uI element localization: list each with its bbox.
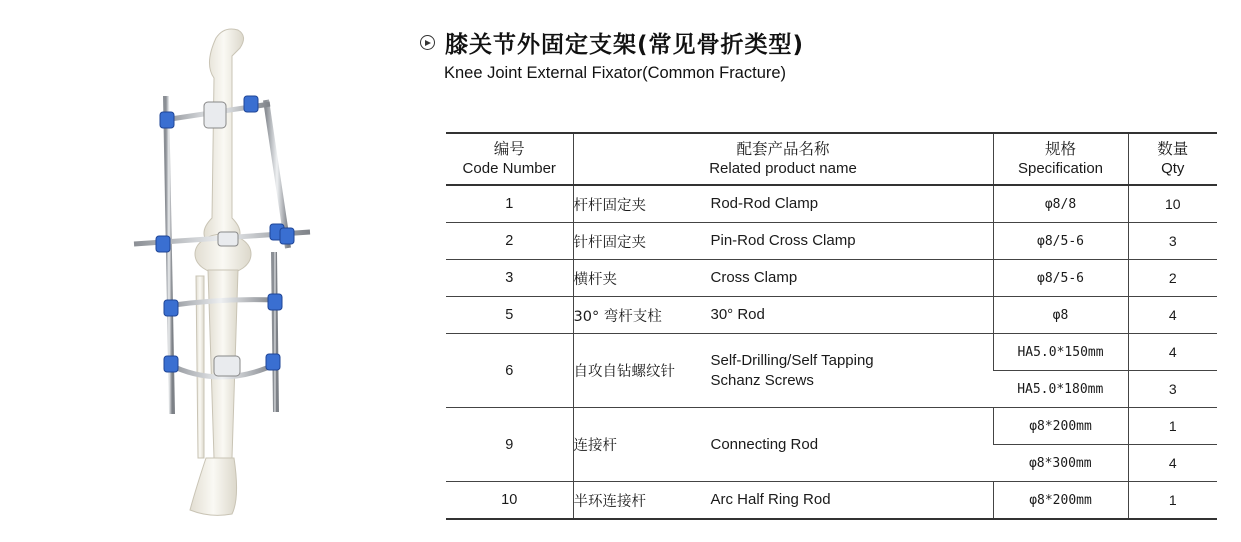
header-code <box>446 133 573 185</box>
cell-code: 1 <box>446 185 573 223</box>
name-cn: 30° 弯杆支柱 <box>573 308 662 325</box>
table-row <box>446 260 1217 297</box>
name-en: 30° Rod <box>710 306 765 323</box>
cell-spec: φ8 <box>993 297 1128 334</box>
name-cn: 半环连接杆 <box>573 493 646 510</box>
page-title: 膝关节外固定支架(常见骨折类型) <box>445 32 805 58</box>
cell-code: 3 <box>446 260 573 297</box>
cell-qty: 1 <box>1128 408 1217 445</box>
cell-name <box>573 185 993 223</box>
title-row <box>420 26 804 59</box>
cell-spec: φ8/5-6 <box>993 260 1128 297</box>
cell-code: 10 <box>446 482 573 520</box>
table-header-row <box>446 133 1217 185</box>
circle-arrow-icon <box>420 35 435 50</box>
table-row <box>446 297 1217 334</box>
name-en: Pin-Rod Cross Clamp <box>710 232 856 249</box>
cell-qty: 4 <box>1128 297 1217 334</box>
header-spec-cn: 规格 <box>1044 140 1076 158</box>
name-en: Connecting Rod <box>710 435 819 453</box>
cell-spec: φ8*200mm <box>993 408 1128 445</box>
name-en: Arc Half Ring Rod <box>710 491 831 508</box>
cell-spec: HA5.0*150mm <box>993 334 1128 371</box>
cell-spec: φ8/8 <box>993 185 1128 223</box>
cell-spec: φ8/5-6 <box>993 223 1128 260</box>
cell-qty: 1 <box>1128 482 1217 520</box>
table-row <box>446 334 1217 371</box>
cell-name <box>573 297 993 334</box>
cell-code: 5 <box>446 297 573 334</box>
header-name-en: Related product name <box>709 160 857 177</box>
name-en: Cross Clamp <box>710 269 798 286</box>
cell-qty: 4 <box>1128 445 1217 482</box>
name-cn: 连接杆 <box>573 438 617 454</box>
knee-fixator-illustration <box>120 18 340 528</box>
cell-qty: 3 <box>1128 371 1217 408</box>
cell-qty: 10 <box>1128 185 1217 223</box>
header-qty-en: Qty <box>1161 160 1185 177</box>
header-spec-en: Specification <box>1017 160 1104 177</box>
header-code-cn: 编号 <box>493 140 525 158</box>
cell-name <box>573 260 993 297</box>
name-cn: 自攻自钻螺纹针 <box>573 364 675 380</box>
cell-qty: 3 <box>1128 223 1217 260</box>
cell-name <box>573 223 993 260</box>
header-name-cn: 配套产品名称 <box>736 140 830 158</box>
cell-spec: HA5.0*180mm <box>993 371 1128 408</box>
spec-table <box>446 132 1217 520</box>
cell-code: 9 <box>446 408 573 482</box>
header-spec <box>993 133 1128 185</box>
cell-qty: 2 <box>1128 260 1217 297</box>
header-qty-cn: 数量 <box>1157 140 1189 158</box>
table-row <box>446 408 1217 445</box>
header-qty <box>1128 133 1217 185</box>
table-row <box>446 223 1217 260</box>
cell-qty: 4 <box>1128 334 1217 371</box>
cell-code: 6 <box>446 334 573 408</box>
name-cn: 横杆夹 <box>573 271 617 288</box>
cell-name <box>573 408 993 482</box>
table-row <box>446 185 1217 223</box>
name-cn: 杆杆固定夹 <box>573 197 646 214</box>
fixator-drawing <box>120 18 340 528</box>
cell-spec: φ8*200mm <box>993 482 1128 520</box>
cell-name <box>573 334 993 408</box>
table-row <box>446 482 1217 520</box>
cell-code: 2 <box>446 223 573 260</box>
header-name <box>573 133 993 185</box>
page-subtitle: Knee Joint External Fixator(Common Fracture) <box>444 64 787 82</box>
name-cn: 针杆固定夹 <box>573 234 646 251</box>
name-en: Rod-Rod Clamp <box>710 195 819 212</box>
name-en: Self-Drilling/Self Tapping Schanz Screws <box>710 351 874 389</box>
cell-name <box>573 482 993 520</box>
header-code-en: Code Number <box>462 160 556 177</box>
cell-spec: φ8*300mm <box>993 445 1128 482</box>
